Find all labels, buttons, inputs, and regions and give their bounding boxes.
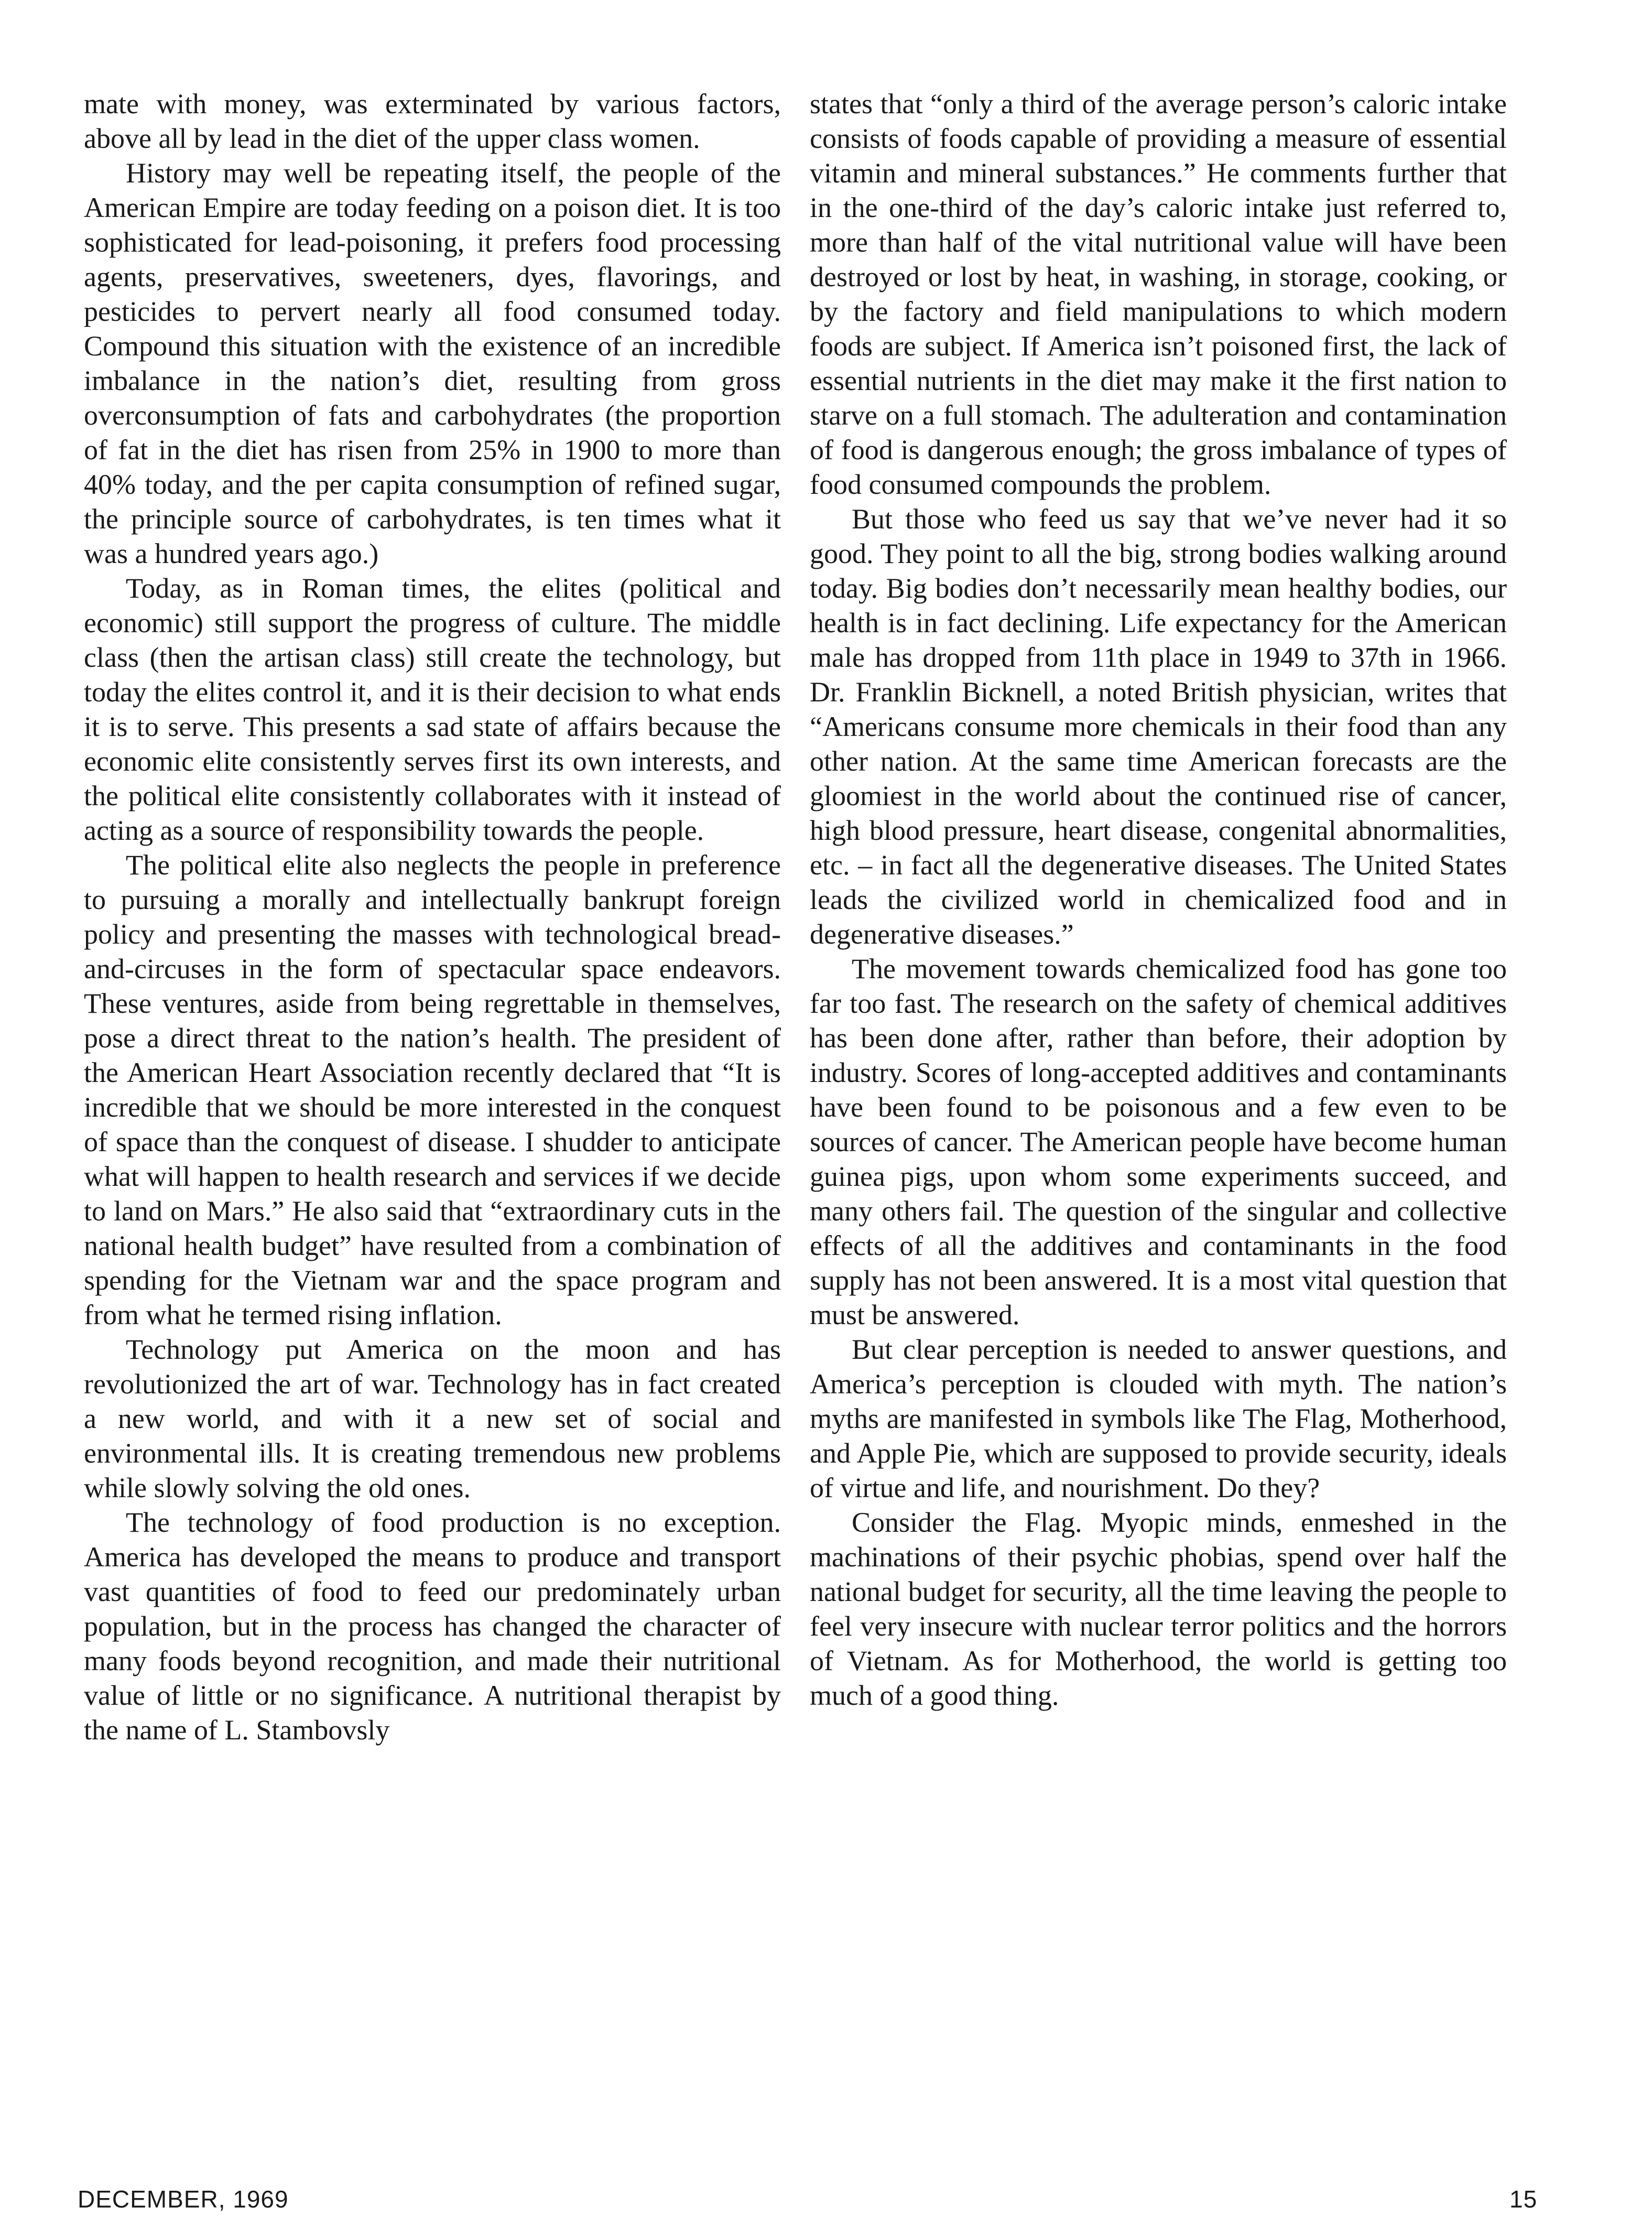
left-column xyxy=(84,86,781,1747)
paragraph: History may well be repeating itself, the people of the American Empire are today feeding on a poison diet. It is too sophisticated for lead-poisoning, it prefers food processing agents, preservatives, sweeteners, dyes, flavorings, and pesticides to pervert nearly all food consumed today. Compound this situation with the existence of an incredible imbalance in the nation’s diet, resulting from gross overconsumption of fats and carbohydrates (the proportion of fat in the diet has risen from 25% in 1900 to more than 40% today, and the per capita consumption of refined sugar, the principle source of carbohydrates, is ten times what it was a hundred years ago.) xyxy=(84,157,781,569)
footer-date: DECEMBER, 1969 xyxy=(78,2185,289,2213)
paragraph: The movement towards chemicalized food has gone too far too fast. The research on the safety of chemical additives has been done after, rather than before, their adoption by industry. Scores of long-accepted additives and contaminants have been found to be poisonous and a few even to be sources of cancer. The American people have become human guinea pigs, upon whom some experiments succeed, and many others fail. The question of the singular and collective effects of all the additives and contaminants in the food supply has not been answered. It is a most vital question that must be answered. xyxy=(810,953,1507,1330)
paragraph: The technology of food production is no exception. America has developed the means to produce and transport vast quantities of food to feed our predominately urban population, but in the process has changed the character of many foods beyond recognition, and made their nutritional value of little or no significance. A nutritional therapist by the name of L. Stambovsly xyxy=(84,1507,781,1746)
paragraph: mate with money, was exterminated by various factors, above all by lead in the diet of the upper class women. xyxy=(84,88,781,154)
paragraph: Today, as in Roman times, the elites (political and economic) still support the progress of culture. The middle class (then the artisan class) still create the technology, but today the elites control it, and it is their decision to what ends it is to serve. This presents a sad state of affairs because the economic elite consistently serves first its own interests, and the political elite consistently collaborates with it instead of acting as a source of responsibility towards the people. xyxy=(84,572,781,846)
paragraph: Consider the Flag. Myopic minds, enmeshed in the machinations of their psychic phobias, spend over half the national budget for security, all the time leaving the people to feel very insecure with nuclear terror politics and the horrors of Vietnam. As for Motherhood, the world is getting too much of a good thing. xyxy=(810,1507,1507,1711)
paragraph: states that “only a third of the average person’s caloric intake consists of foods capable of providing a measure of essential vitamin and mineral substances.” He comments further that in the one-third of the day’s caloric intake just referred to, more than half of the vital nutritional value will have been destroyed or lost by heat, in washing, in storage, cooking, or by the factory and field manipulations to which modern foods are subject. If America isn’t poisoned first, the lack of essential nutrients in the diet may make it the first nation to starve on a full stomach. The adulteration and contamination of food is dangerous enough; the gross imbalance of types of food consumed compounds the problem. xyxy=(810,88,1507,500)
right-column xyxy=(810,86,1507,1713)
paragraph: The political elite also neglects the people in preference to pursuing a morally and intellectually bankrupt foreign policy and presenting the masses with technological bread-and-circuses in the form of spectacular space endeavors. These ventures, aside from being regrettable in themselves, pose a direct threat to the nation’s health. The president of the American Heart Association recently declared that “It is incredible that we should be more interested in the conquest of space than the conquest of disease. I shudder to anticipate what will happen to health research and services if we decide to land on Mars.” He also said that “extraordinary cuts in the national health budget” have resulted from a combination of spending for the Vietnam war and the space program and from what he termed rising inflation. xyxy=(84,849,781,1330)
page-number: 15 xyxy=(1509,2185,1538,2213)
paragraph: But clear perception is needed to answer questions, and America’s perception is clouded with myth. The nation’s myths are manifested in symbols like The Flag, Motherhood, and Apple Pie, which are supposed to provide security, ideals of virtue and life, and nourishment. Do they? xyxy=(810,1334,1507,1503)
paragraph: But those who feed us say that we’ve never had it so good. They point to all the big, strong bodies walking around today. Big bodies don’t necessarily mean healthy bodies, our health is in fact declining. Life expectancy for the American male has dropped from 11th place in 1949 to 37th in 1966. Dr. Franklin Bicknell, a noted British physician, writes that “Americans consume more chemicals in their food than any other nation. At the same time American forecasts are the gloomiest in the world about the continued rise of cancer, high blood pressure, heart disease, congenital abnormalities, etc. – in fact all the degenerative diseases. The United States leads the civilized world in chemicalized food and in degenerative diseases.” xyxy=(810,503,1507,950)
paragraph: Technology put America on the moon and has revolutionized the art of war. Technology has in fact created a new world, and with it a new set of social and environmental ills. It is creating tremendous new problems while slowly solving the old ones. xyxy=(84,1334,781,1503)
